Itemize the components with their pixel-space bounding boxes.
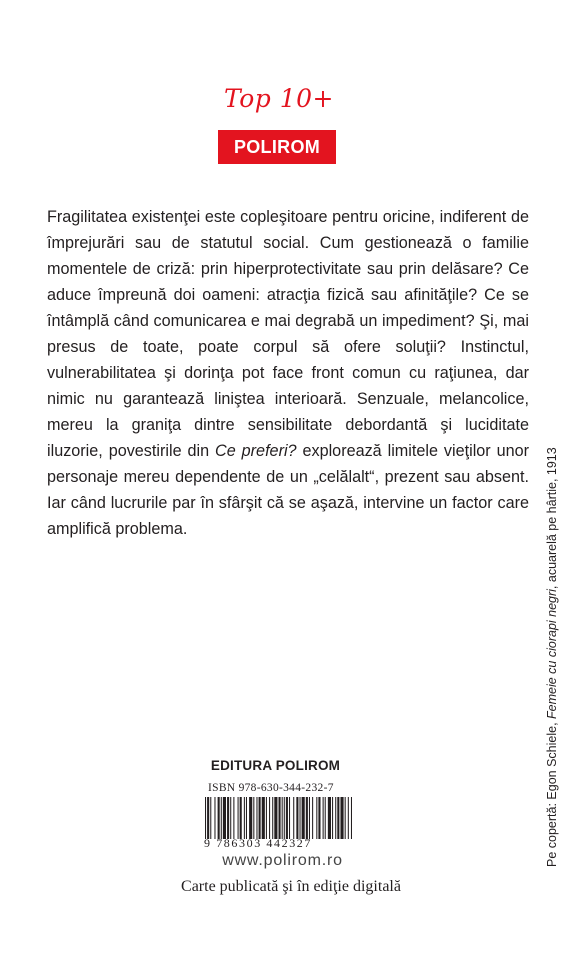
barcode-bar bbox=[240, 797, 242, 839]
barcode-bar bbox=[286, 797, 288, 839]
barcode-bar bbox=[279, 797, 281, 839]
barcode-bar bbox=[282, 797, 283, 839]
barcode-bar bbox=[300, 797, 301, 839]
barcode-bar bbox=[316, 797, 317, 839]
barcode-bar bbox=[269, 797, 270, 839]
cover-credit-suffix: , acuarelă pe hârtie, 1913 bbox=[545, 447, 559, 590]
barcode-bar bbox=[328, 797, 331, 839]
barcode-bar bbox=[238, 797, 239, 839]
barcode-bar bbox=[318, 797, 320, 839]
series-badge: POLIROM bbox=[218, 130, 336, 164]
barcode-bar bbox=[274, 797, 277, 839]
blurb-text-1: Fragilitatea existenţei este copleşitoare pentru oricine, indiferent de împrejurări sau de statutul social. Cum gestionează o familie momentele de criză: prin hiperprotectivitate sau prin delăsare? Ce aduce împreună doi oameni: atracţia fizică sau afinităţile? Ce se întâmplă când comunicarea e mai degrabă un impediment? Şi, mai presus de toate, poate corpul să ofere soluţii? Instinctul, vulnerabilitatea şi dorinţa pot face front comun cu raţiunea, dar nimic nu garantează liniştea interioară. Senzuale, melancolice, mereu la graniţa dintre sensibilitate debordantă şi luciditate iluzorie, povestirile din bbox=[47, 208, 529, 460]
barcode-bar bbox=[205, 797, 206, 839]
barcode-digits: 9 786303 442327 bbox=[204, 836, 312, 850]
barcode-bar bbox=[230, 797, 231, 839]
back-cover-blurb bbox=[47, 204, 529, 542]
barcode-bar bbox=[323, 797, 324, 839]
publisher-name: EDITURA POLIROM bbox=[210, 758, 341, 773]
barcode-bar bbox=[348, 797, 349, 839]
barcode-bar bbox=[256, 797, 257, 839]
barcode-bar bbox=[221, 797, 222, 839]
barcode-bar bbox=[337, 797, 339, 839]
barcode-bar bbox=[302, 797, 305, 839]
series-script-label: Top 10+ bbox=[224, 84, 334, 113]
barcode-bar bbox=[249, 797, 252, 839]
barcode-bar bbox=[309, 797, 310, 839]
barcode-bar bbox=[351, 797, 352, 839]
isbn-label: ISBN 978-630-344-232-7 bbox=[208, 782, 334, 794]
cover-credit-prefix: Pe copertă: Egon Schiele, bbox=[545, 718, 559, 867]
blurb-book-title: Ce preferi? bbox=[215, 442, 297, 460]
barcode-bar bbox=[272, 797, 273, 839]
barcode-bar bbox=[293, 797, 294, 839]
barcode-bar bbox=[335, 797, 336, 839]
barcode-bar bbox=[266, 797, 267, 839]
barcode-bar bbox=[345, 797, 346, 839]
barcode-bar bbox=[233, 797, 234, 839]
barcode-bar bbox=[312, 797, 313, 839]
series-logo bbox=[218, 84, 336, 157]
barcode-bar bbox=[214, 797, 215, 839]
barcode-bar bbox=[262, 797, 265, 839]
barcode-bar bbox=[227, 797, 229, 839]
barcode-bar bbox=[259, 797, 261, 839]
barcode-bar bbox=[296, 797, 298, 839]
barcode-bar bbox=[218, 797, 220, 839]
barcode-bar bbox=[210, 797, 211, 839]
blurb-text-2: explorează limitele vieţilor unor personaje mereu dependente de un „celălalt“, prezent sau absent. Iar când lucrurile par în sfârşit că se aşază, intervine un factor care amplifică problema. bbox=[47, 442, 530, 538]
barcode-bar bbox=[340, 797, 343, 839]
barcode-bar bbox=[284, 797, 285, 839]
barcode-bar bbox=[253, 797, 254, 839]
barcode-bar bbox=[207, 797, 209, 839]
barcode-bar bbox=[223, 797, 226, 839]
barcode-bar bbox=[246, 797, 247, 839]
website-link[interactable]: www.polirom.ro bbox=[222, 852, 343, 869]
barcode bbox=[203, 797, 355, 839]
cover-credit-text bbox=[545, 447, 559, 867]
barcode-bar bbox=[289, 797, 290, 839]
digital-edition-note: Carte publicată şi în ediţie digitală bbox=[181, 878, 401, 895]
barcode-bar bbox=[244, 797, 245, 839]
barcode-bar bbox=[332, 797, 333, 839]
barcode-bar bbox=[325, 797, 326, 839]
barcode-bar bbox=[306, 797, 308, 839]
cover-credit-artwork: Femeie cu ciorapi negri bbox=[545, 589, 559, 719]
